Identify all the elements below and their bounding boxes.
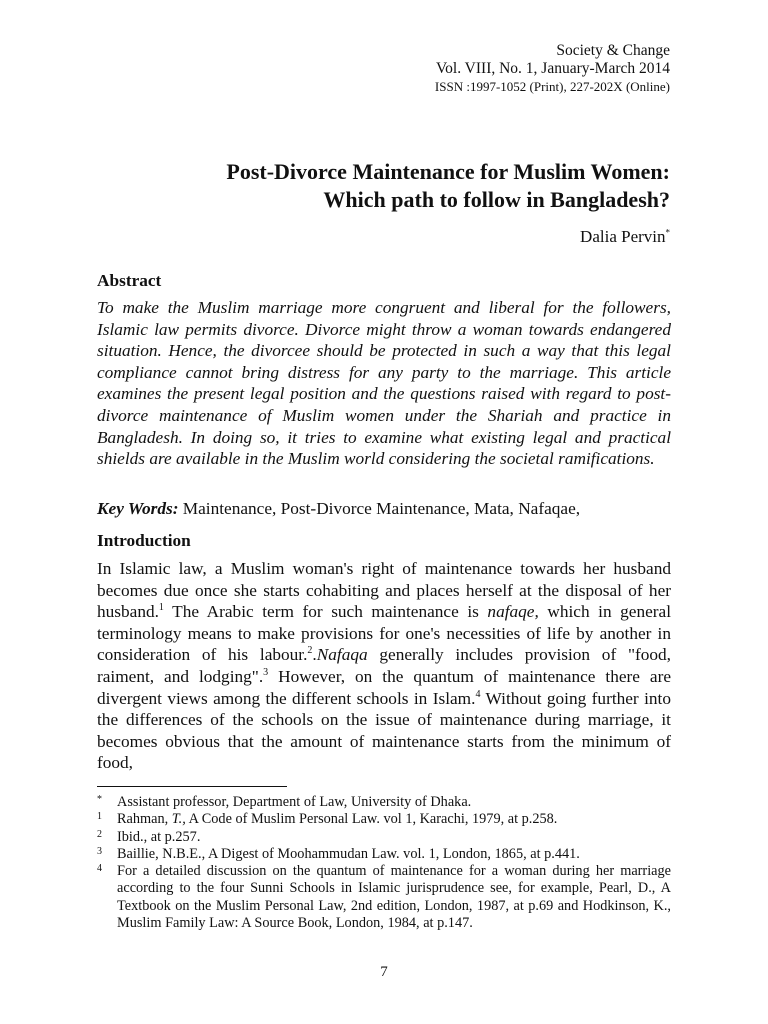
intro-text-3: which in general terminology means to make provisions for one's necessities of life by another in consideration of his labour. xyxy=(97,602,672,665)
introduction-heading: Introduction xyxy=(97,531,191,550)
footnote-ref-1: 1 xyxy=(158,602,164,614)
journal-issn: ISSN :1997-1052 (Print), 227-202X (Online) xyxy=(434,78,670,94)
intro-text-6: However, on the quantum of maintenance there are divergent views among the different schools in Islam. xyxy=(97,666,671,708)
footnote-mark: * xyxy=(97,794,102,805)
keywords xyxy=(97,498,671,520)
footnote-text: For a detailed discussion on the quantum of maintenance for a woman during her marriage according to the four Sunni Schools in Islamic jurisprudence see, for example, Pearl, D., A Textbook on the Muslim Personal Law, 2nd edition, London, 1987, at p.69 and Hodkinson, K., Muslim Family Law: A Source Book, London, 1984, at p.147. xyxy=(117,863,671,932)
footnote xyxy=(97,829,671,846)
journal-volume: Vol. VIII, No. 1, January-March 2014 xyxy=(435,60,670,78)
footnote xyxy=(97,811,671,828)
journal-name: Society & Change xyxy=(556,42,670,59)
footnote-divider xyxy=(97,786,287,787)
footnote-text: Ibid., at p.257. xyxy=(117,828,201,845)
keywords-label: Key Words: xyxy=(97,499,179,518)
keywords-text: Maintenance, Post-Divorce Maintenance, Mata, Nafaqae, xyxy=(178,499,581,518)
term-nafaqa: Nafaqa xyxy=(316,645,368,665)
term-nafaqe: nafaqe, xyxy=(487,602,539,622)
footnote-ref-3: 3 xyxy=(263,667,269,679)
footnote-ref-2: 2 xyxy=(307,645,313,657)
title-line-1: Post-Divorce Maintenance for Muslim Women: xyxy=(226,159,670,184)
footnote-ref-4: 4 xyxy=(475,688,481,700)
footnote xyxy=(97,794,671,811)
abstract-heading: Abstract xyxy=(97,271,162,290)
footnote-text: Assistant professor, Department of Law, University of Dhaka. xyxy=(117,794,472,810)
title-line-2: Which path to follow in Bangladesh? xyxy=(323,187,670,212)
page-number: 7 xyxy=(380,964,388,980)
footnote xyxy=(97,846,671,863)
intro-text-1: In Islamic law, a Muslim woman's right of maintenance towards her husband becomes due once she starts cohabiting and places herself at the disposal of her husband. xyxy=(97,559,671,622)
author-footnote-mark: * xyxy=(665,227,670,238)
author xyxy=(580,227,670,247)
footnote xyxy=(97,863,671,932)
paper-title xyxy=(70,158,670,214)
author-name: Dalia Pervin xyxy=(580,227,666,246)
introduction-paragraph xyxy=(97,558,671,774)
footnote-mark: 4 xyxy=(97,863,102,875)
footnote-mark: 3 xyxy=(97,845,102,857)
intro-text-7: Without going further into the differences of the schools on the issue of maintenance during marriage, it becomes obvious that the amount of maintenance starts from the minimum of food, xyxy=(97,688,671,773)
footnote-text: Rahman, xyxy=(117,811,172,828)
intro-text-5: generally includes provision of "food, raiment, and lodging". xyxy=(97,645,671,686)
abstract-text: To make the Muslim marriage more congruent and liberal for the followers, Islamic law permits divorce. Divorce might throw a woman towards endangered situation. Hence, the divorcee should be protected in such a way that this legal compliance cannot bring distress for any party to the marriage. This article examines the present legal position and the questions raised with regard to post-divorce maintenance of Muslim women under the Shariah and practice in Bangladesh. In doing so, it tries to examine what existing legal and practical shields are available in the Muslim world considering the societal ramifications. xyxy=(97,298,671,469)
footnote-mark: 1 xyxy=(97,811,102,823)
footnote-mark: 2 xyxy=(97,828,102,840)
intro-text-2: The Arabic term for such maintenance is xyxy=(163,602,488,622)
footnote-text: Baillie, N.B.E., A Digest of Moohammudan Law. vol. 1, London, 1865, at p.441. xyxy=(117,845,580,862)
footnotes xyxy=(97,794,671,932)
intro-text-4: . xyxy=(312,645,317,665)
footnote-text-italic: T., xyxy=(171,811,186,828)
footnote-text: A Code of Muslim Personal Law. vol 1, Karachi, 1979, at p.258. xyxy=(185,811,558,828)
journal-header xyxy=(435,42,670,94)
